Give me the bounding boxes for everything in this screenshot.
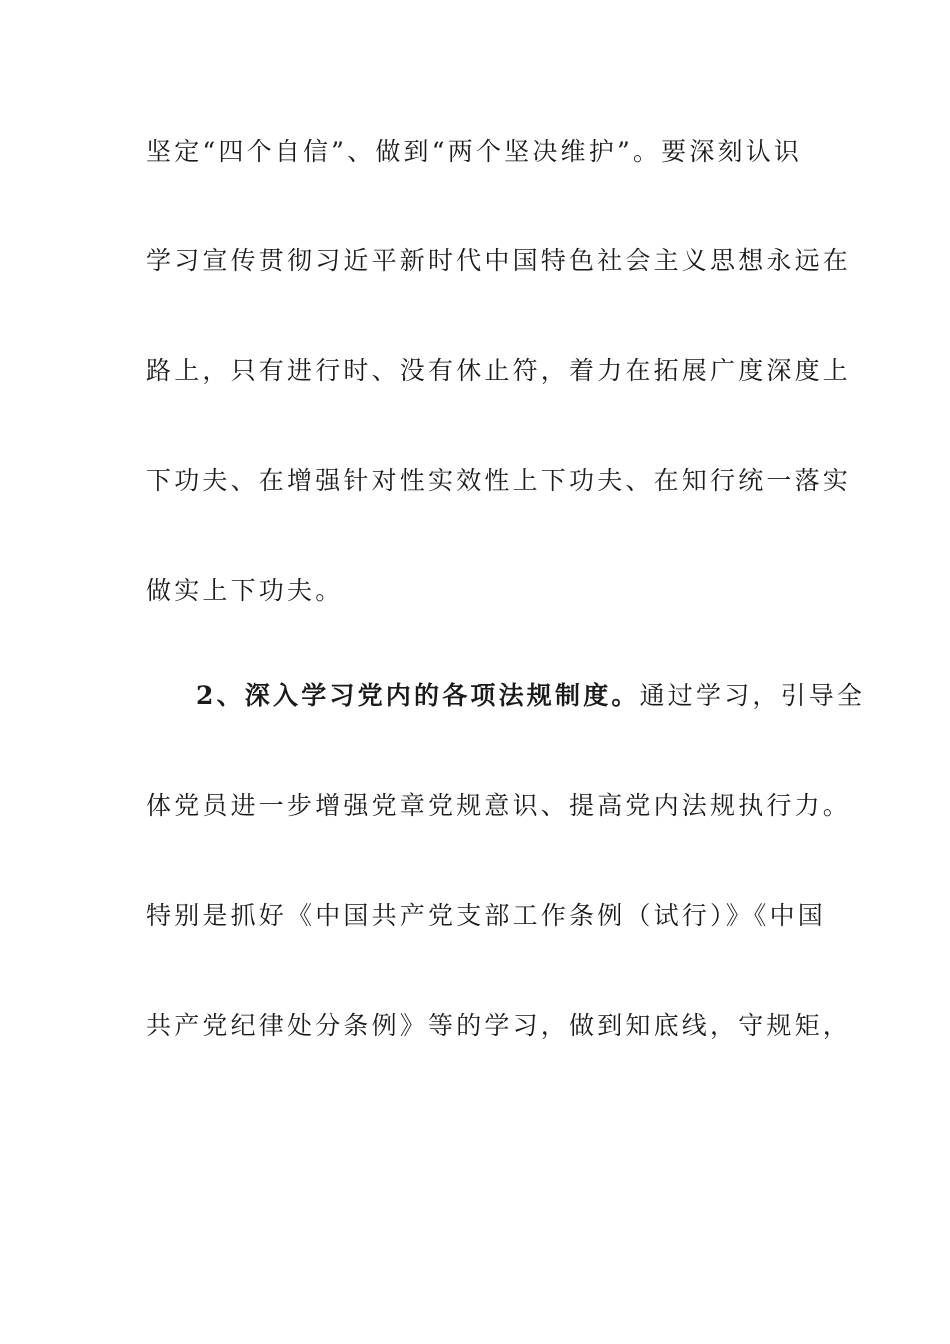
section-2-line-3: 特别是抓好《中国共产党支部工作条例（试行）》《中国 — [146, 901, 827, 930]
paragraph-line-4: 下功夫、在增强针对性实效性上下功夫、在知行统一落实 — [146, 466, 852, 495]
paragraph-line-2: 学习宣传贯彻习近平新时代中国特色社会主义思想永远在 — [146, 246, 852, 275]
section-2-line-2: 体党员进一步增强党章党规意识、提高党内法规执行力。 — [146, 791, 852, 820]
section-2-line-4: 共产党纪律处分条例》等的学习，做到知底线，守规矩， — [146, 1011, 852, 1040]
paragraph-line-1: 坚定“四个自信”、做到“两个坚决维护”。要深刻认识 — [146, 137, 803, 166]
section-2-heading: 2、深入学习党内的各项法规制度。 — [196, 681, 640, 710]
section-2-text-start: 通过学习，引导全 — [639, 681, 866, 710]
section-2-first-line — [196, 679, 866, 713]
paragraph-line-3: 路上，只有进行时、没有休止符，着力在拓展广度深度上 — [146, 356, 852, 385]
paragraph-line-5: 做实上下功夫。 — [146, 576, 344, 605]
